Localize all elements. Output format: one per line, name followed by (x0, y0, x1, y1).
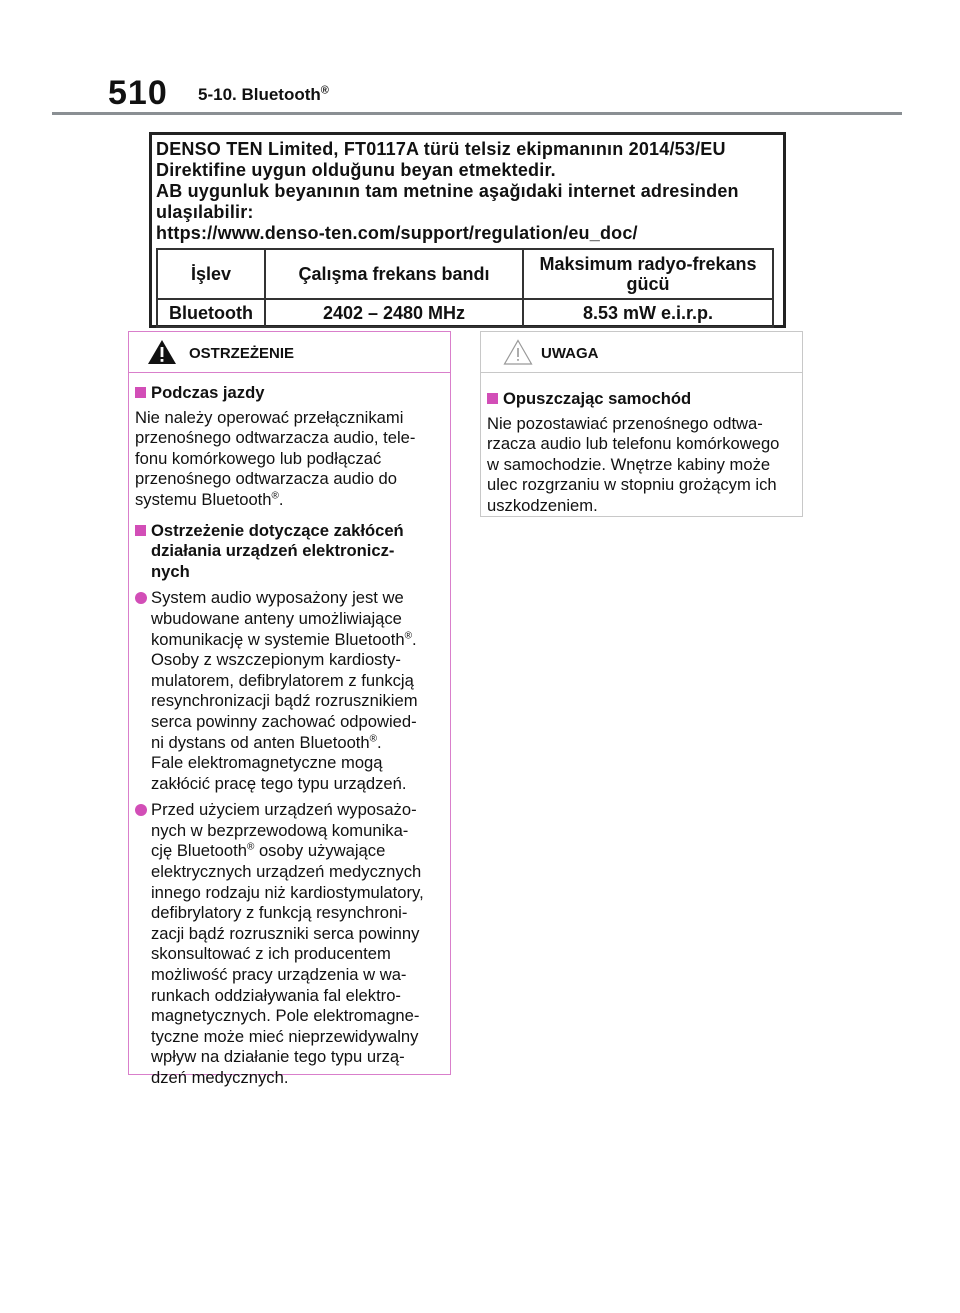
paragraph: Nie należy operować przełącznikami przenośnego odtwarzacza audio, tele- fonu komórkowego lub podłączać przenośnego odtwarzacza audio do systemu Bluetooth®. (135, 407, 416, 509)
table-header-row (157, 249, 773, 299)
declaration-line: AB uygunluk beyanının tam metnine aşağıdaki internet adresinden (156, 181, 739, 201)
warning-box (128, 331, 451, 1087)
table-cell: 2402 – 2480 MHz (265, 299, 523, 327)
circle-bullet-icon (135, 804, 147, 816)
caution-content (481, 373, 802, 517)
declaration-line: ulaşılabilir: (156, 202, 254, 222)
subsection-heading: Ostrzeżenie dotyczące zakłóceń działania urządzeń elektronicz- nych (135, 521, 444, 583)
header-rule (52, 112, 902, 115)
caution-box (480, 331, 803, 517)
table-header-cell: Maksimum radyo-frekans gücü (523, 249, 773, 299)
frequency-table (156, 248, 774, 328)
table-cell: 8.53 mW e.i.r.p. (523, 299, 773, 327)
declaration-scan (149, 132, 786, 328)
section-title: 5-10. Bluetooth® (198, 84, 329, 104)
list-item: Przed użyciem urządzeń wyposażo- nych w bezprzewodową komunika- cję Bluetooth® osoby używające elektrycznych urządzeń medycznych innego rodzaju niż kardiostymulatory, defibrylatory z funkcją resynchroni- zacji bądź rozruszniki serca powinny skonsultować z ich producentem możliwość pracy urządzenia w wa- runkach oddziaływania fal elektro- magnetycznych. Pole elektromagne- tyczne może mieć nieprzewidywalny wpływ na działanie tego typu urzą- dzeń medycznych. (135, 800, 444, 1088)
page-header (0, 0, 960, 120)
square-bullet-icon (135, 525, 146, 536)
table-cell: Bluetooth (157, 299, 265, 327)
circle-bullet-icon (135, 592, 147, 604)
declaration-text (156, 139, 776, 244)
warning-triangle-icon (147, 339, 177, 365)
paragraph: Nie pozostawiać przenośnego odtwa- rzacza audio lub telefonu komórkowego w samochodzie. Wnętrze kabiny może ulec rozgrzaniu w stopniu grożącym ich uszkodzeniem. (487, 413, 780, 515)
warning-title: OSTRZEŻENIE (189, 345, 295, 362)
square-bullet-icon (135, 387, 146, 398)
declaration-line: DENSO TEN Limited, FT0117A türü telsiz ekipmanının 2014/53/EU (156, 139, 726, 159)
page-number: 510 (108, 74, 168, 112)
warning-content (129, 373, 450, 1089)
list-item: System audio wyposażony jest we wbudowane anteny umożliwiające komunikację w systemie Bluetooth®. Osoby z wszczepionym kardiosty- mulatorem, defibrylatorem z funkcją resynchronizacji bądź rozrusznikiem serca powinny zachować odpowied- ni dystans od anten Bluetooth®. Fale elektromagnetyczne mogą zakłócić pracę tego typu urządzeń. (135, 588, 444, 794)
table-header-cell: İşlev (157, 249, 265, 299)
caution-triangle-icon (503, 339, 533, 365)
table-header-cell: Çalışma frekans bandı (265, 249, 523, 299)
caution-title: UWAGA (541, 345, 599, 362)
square-bullet-icon (487, 393, 498, 404)
warning-header (129, 332, 450, 373)
subsection-heading: Podczas jazdy (135, 383, 444, 404)
table-row (157, 299, 773, 327)
caution-header (481, 332, 802, 373)
subsection-heading: Opuszczając samochód (487, 389, 796, 410)
declaration-url: https://www.denso-ten.com/support/regulation/eu_doc/ (156, 223, 638, 243)
declaration-line: Direktifine uygun olduğunu beyan etmektedir. (156, 160, 556, 180)
